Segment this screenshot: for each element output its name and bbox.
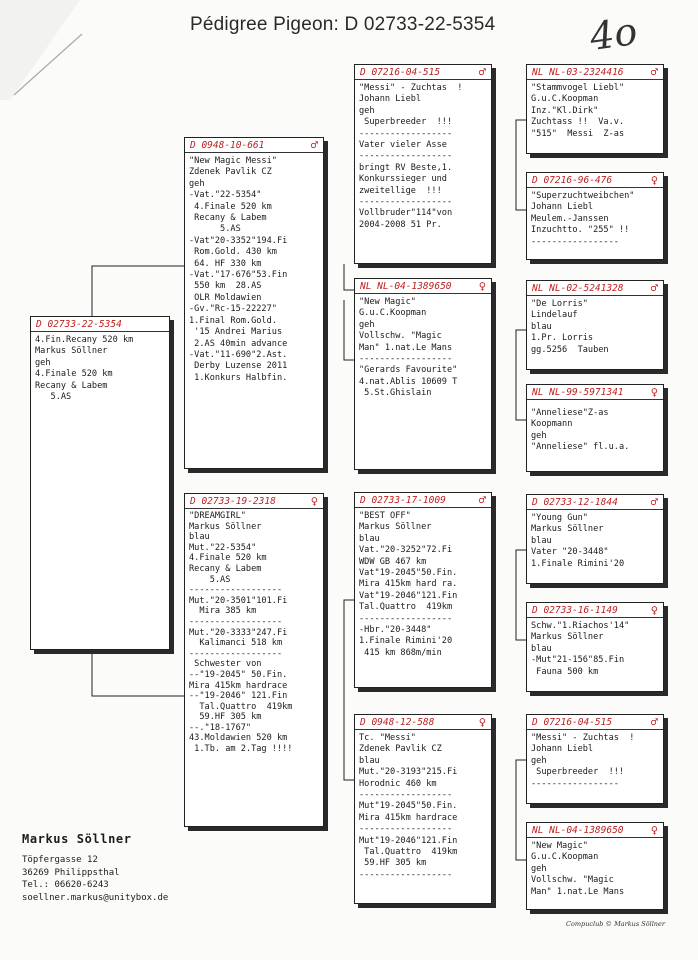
card-line: Inz."Kl.Dirk"	[531, 105, 599, 116]
card-line: Schw."1.Riachos'14"	[531, 621, 630, 631]
card-line: 5.AS	[35, 392, 72, 403]
card-body	[527, 188, 663, 251]
card-line: -Vat."22-5354"	[189, 190, 262, 201]
card-line: 59.HF 305 km	[359, 858, 427, 869]
card-line: geh	[35, 357, 51, 368]
card-line: 4.Fin.Recany 520 km	[35, 335, 134, 345]
card-body	[185, 153, 323, 387]
card-line: ------------------	[359, 824, 453, 835]
card-line: Mut"19-2045"50.Fin.	[359, 801, 458, 812]
card-line: Derby Luzense 2011	[189, 361, 288, 372]
card-line: Koopmann	[531, 419, 573, 430]
female-symbol: ♀	[478, 279, 486, 293]
card-line: "Anneliese"Z-as	[531, 408, 609, 418]
ring-number: D 02733-12-1844	[532, 496, 618, 508]
card-line: -Vat."17-676"53.Fin	[189, 270, 288, 281]
card-line: "DREAMGIRL"	[189, 511, 246, 521]
card-line: -Gv."Rc-15-22227"	[189, 304, 277, 315]
owner-name: Markus Söllner	[22, 832, 132, 846]
card-line: "Young Gun"	[531, 513, 588, 523]
pigeon-card-sdd	[526, 384, 664, 472]
card-line: Recany & Labem	[35, 380, 108, 391]
ring-number: D 02733-16-1149	[532, 604, 618, 616]
card-body	[527, 80, 663, 143]
card-line: Tal.Quattro 419km	[359, 602, 453, 613]
card-line: -----------------	[531, 778, 619, 789]
card-header	[527, 173, 663, 188]
card-line: ------------------	[189, 648, 283, 659]
pigeon-card-dam-sire	[354, 492, 492, 688]
card-line: 5.AS	[189, 574, 231, 585]
male-symbol: ♂	[478, 65, 486, 79]
card-header	[355, 279, 491, 294]
card-line: geh	[189, 178, 205, 189]
card-line: 1.Finale Rimini'20	[531, 558, 625, 569]
card-line: "BEST OFF"	[359, 511, 411, 521]
card-line: ------------------	[359, 354, 453, 365]
card-line: Man" 1.nat.Le Mans	[531, 886, 625, 897]
card-line: Superbreeder !!!	[359, 117, 453, 128]
card-body	[185, 509, 323, 758]
card-line: -Vat"20-3352"194.Fi	[189, 235, 288, 246]
card-line: Markus Söllner	[531, 524, 604, 535]
card-line: "Gerards Favourite"	[359, 365, 458, 376]
card-line: 2004-2008 51 Pr.	[359, 219, 442, 230]
card-body	[527, 400, 663, 457]
card-line: '15 Andrei Marius	[189, 327, 283, 338]
card-line: 1.Final Rom.Gold.	[189, 315, 277, 326]
card-body	[527, 510, 663, 573]
card-line: 4.Finale 520 km	[35, 369, 113, 380]
card-line: Johann Liebl	[531, 744, 594, 755]
card-line: geh	[359, 105, 375, 116]
card-line: 43.Moldawien 520 km	[189, 733, 288, 744]
card-line: Vater "20-3448"	[531, 547, 609, 558]
ring-number: NL NL-03-2324416	[532, 66, 624, 78]
card-line: blau	[531, 535, 552, 546]
pigeon-card-dam	[184, 493, 324, 827]
card-line: geh	[359, 319, 375, 330]
card-line: "New Magic Messi"	[189, 156, 277, 166]
card-line: 415 km 868m/min	[359, 647, 442, 658]
card-line: G.u.C.Koopman	[531, 94, 599, 105]
card-line: "Messi" - Zuchtas !	[359, 83, 463, 93]
card-body	[527, 618, 663, 681]
card-line: ------------------	[359, 869, 453, 880]
card-line: blau	[531, 643, 552, 654]
female-symbol: ♀	[650, 603, 658, 617]
card-line: WDW GB 467 km	[359, 556, 427, 567]
card-line: blau	[531, 321, 552, 332]
card-line: Zdenek Pavlik CZ	[189, 167, 272, 178]
ring-number: D 02733-17-1009	[360, 494, 446, 506]
card-line: -Mut"21-156"85.Fin	[531, 655, 625, 666]
card-body	[527, 296, 663, 359]
card-line: geh	[531, 863, 547, 874]
card-header	[527, 715, 663, 730]
pigeon-card-dsd	[526, 602, 664, 692]
card-line: Zdenek Pavlik CZ	[359, 744, 442, 755]
card-body	[355, 294, 491, 403]
card-line: Mut."20-3501"101.Fi	[189, 595, 288, 606]
card-line: 1.Tb. am 2.Tag !!!!	[189, 744, 293, 755]
card-line: 4.Finale 520 km	[189, 553, 267, 564]
card-line: 1.Pr. Lorris	[531, 333, 594, 344]
card-line: ------------------	[359, 128, 453, 139]
pigeon-card-sds	[526, 280, 664, 370]
pigeon-card-ddd	[526, 822, 664, 910]
card-header	[185, 138, 323, 153]
card-line: 5.St.Ghislain	[359, 388, 432, 399]
card-line: G.u.C.Koopman	[359, 308, 427, 319]
card-header	[355, 493, 491, 508]
card-line: Zuchtass !! Va.v.	[531, 117, 625, 128]
card-line: Meulem.-Janssen	[531, 213, 609, 224]
card-line: Tc. "Messi"	[359, 733, 416, 743]
card-line: geh	[531, 430, 547, 441]
card-line: Mut"19-2046"121.Fin	[359, 835, 458, 846]
card-line: "De Lorris"	[531, 299, 588, 309]
card-header	[31, 317, 169, 332]
card-body	[527, 838, 663, 901]
card-line: Rom.Gold. 430 km	[189, 247, 277, 258]
card-line: 4.nat.Ablis 10609 T	[359, 376, 458, 387]
card-line: 1.Finale Rimini'20	[359, 636, 453, 647]
card-line: "Superzuchtweibchen"	[531, 191, 635, 201]
card-line: Vat"19-2045"50.Fin.	[359, 568, 458, 579]
owner-street: Töpfergasse 12	[22, 855, 98, 865]
card-line: Recany & Labem	[189, 213, 267, 224]
ring-number: NL NL-04-1389650	[532, 824, 624, 836]
card-line: blau	[189, 532, 210, 543]
owner-city: 36269 Philippsthal	[22, 867, 120, 878]
card-line: Konkurssieger und	[359, 174, 447, 185]
card-line: Vat."20-3252"72.Fi	[359, 545, 453, 556]
card-line: --."18-1767"	[189, 722, 252, 733]
card-line: ------------------	[359, 613, 453, 624]
card-line: Kalimanci 518 km	[189, 638, 283, 649]
male-symbol: ♂	[650, 65, 658, 79]
male-symbol: ♂	[650, 715, 658, 729]
card-line: zweitellige !!!	[359, 185, 442, 196]
card-line: Mira 415km hard ra.	[359, 579, 458, 590]
card-line: Schwester von	[189, 659, 262, 670]
card-line: -----------------	[531, 236, 619, 247]
card-line: Johann Liebl	[359, 94, 422, 105]
card-line: -Vat."11-690"2.Ast.	[189, 349, 288, 360]
card-line: bringt RV Beste,1.	[359, 162, 453, 173]
handwritten-page-number: 4o	[587, 8, 640, 60]
card-line: ------------------	[359, 151, 453, 162]
card-line: Mira 415km hardrace	[189, 680, 288, 691]
female-symbol: ♀	[650, 173, 658, 187]
pigeon-card-ssd	[526, 172, 664, 260]
card-line: "Anneliese" fl.u.a.	[531, 442, 630, 453]
male-symbol: ♂	[310, 138, 318, 152]
card-line: 5.AS	[189, 224, 241, 235]
male-symbol: ♂	[650, 495, 658, 509]
ring-number: NL NL-04-1389650	[360, 280, 452, 292]
card-header	[527, 603, 663, 618]
card-line: 1.Konkurs Halbfin.	[189, 372, 288, 383]
card-body	[355, 730, 491, 884]
male-symbol: ♂	[650, 281, 658, 295]
card-line: Markus Söllner	[359, 522, 432, 533]
card-line: 2.AS 40min advance	[189, 338, 288, 349]
ring-number: D 07216-04-515	[532, 716, 613, 728]
pigeon-card-sire-dam	[354, 278, 492, 470]
pigeon-card-dds	[526, 714, 664, 804]
card-line: Vollbruder"114"von	[359, 208, 453, 219]
card-line: G.u.C.Koopman	[531, 852, 599, 863]
female-symbol: ♀	[478, 715, 486, 729]
pigeon-card-subject	[30, 316, 170, 650]
card-line: ------------------	[189, 585, 283, 596]
card-header	[527, 495, 663, 510]
card-line: --"19-2046" 121.Fin	[189, 691, 288, 702]
card-line: 550 km 28.AS	[189, 281, 262, 292]
card-line: Mut."20-3193"215.Fi	[359, 767, 458, 778]
card-line: Johann Liebl	[531, 202, 594, 213]
card-line: Markus Söllner	[531, 632, 604, 643]
pedigree-title: Pédigree Pigeon: D 02733-22-5354	[190, 14, 496, 35]
ring-number: D 02733-19-2318	[190, 495, 276, 507]
ring-number: D 02733-22-5354	[36, 318, 122, 330]
card-line: Markus Söllner	[189, 521, 262, 532]
card-line: Mut."20-3333"247.Fi	[189, 627, 288, 638]
card-header	[527, 65, 663, 80]
card-line: "Stammvogel Liebl"	[531, 83, 625, 93]
card-line: --"19-2045" 50.Fin.	[189, 669, 288, 680]
card-header	[527, 385, 663, 400]
card-line: Man" 1.nat.Le Mans	[359, 342, 453, 353]
card-header	[527, 823, 663, 838]
ring-number: D 07216-96-476	[532, 174, 613, 186]
card-line: Markus Söllner	[35, 346, 108, 357]
card-body	[355, 80, 491, 234]
card-line: "New Magic"	[531, 841, 588, 851]
ring-number: D 0948-12-588	[360, 716, 435, 728]
female-symbol: ♀	[650, 823, 658, 837]
card-line: Vollschw. "Magic	[531, 875, 614, 886]
card-line: "515" Messi Z-as	[531, 128, 625, 139]
card-line: Lindelauf	[531, 310, 578, 321]
card-line: 64. HF 330 km	[189, 258, 262, 269]
card-line: blau	[359, 533, 380, 544]
card-line: Mira 385 km	[189, 606, 257, 617]
card-body	[355, 508, 491, 662]
card-line: Vater vieler Asse	[359, 140, 447, 151]
card-header	[355, 65, 491, 80]
ring-number: NL NL-99-5971341	[532, 386, 624, 398]
pigeon-card-dss	[526, 494, 664, 584]
card-header	[527, 281, 663, 296]
ring-number: D 07216-04-515	[360, 66, 441, 78]
card-line: Horodnic 460 km	[359, 778, 437, 789]
card-line: Mira 415km hardrace	[359, 812, 458, 823]
card-line: blau	[359, 755, 380, 766]
ring-number: D 0948-10-661	[190, 139, 265, 151]
pigeon-card-sss	[526, 64, 664, 154]
card-line: Vat"19-2046"121.Fin	[359, 590, 458, 601]
ring-number: NL NL-02-5241328	[532, 282, 624, 294]
card-line: ------------------	[189, 616, 283, 627]
card-line: Fauna 500 km	[531, 666, 599, 677]
owner-address-block	[22, 832, 168, 904]
card-line: Tal.Quattro 419km	[359, 847, 458, 858]
pigeon-card-sire	[184, 137, 324, 469]
card-line: "Messi" - Zuchtas !	[531, 733, 635, 743]
card-line: Recany & Labem	[189, 563, 262, 574]
card-line: ------------------	[359, 197, 453, 208]
card-line: Inzuchtto. "255" !!	[531, 225, 630, 236]
card-line: gg.5256 Tauben	[531, 344, 609, 355]
card-line: Mut."22-5354"	[189, 542, 257, 553]
footer-credit: Compuclub © Markus Söllner	[566, 920, 665, 928]
owner-email[interactable]: soellner.markus@unitybox.de	[22, 892, 169, 903]
card-line: -Hbr."20-3448"	[359, 625, 432, 636]
card-line: Tal.Quattro 419km	[189, 701, 293, 712]
female-symbol: ♀	[310, 494, 318, 508]
card-line: geh	[531, 755, 547, 766]
card-body	[527, 730, 663, 793]
pigeon-card-sire-sire	[354, 64, 492, 264]
card-line: Vollschw. "Magic	[359, 331, 442, 342]
owner-phone: Tel.: 06620-6243	[22, 880, 109, 891]
female-symbol: ♀	[650, 385, 658, 399]
card-line: 4.Finale 520 km	[189, 201, 272, 212]
card-line: Superbreeder !!!	[531, 767, 625, 778]
card-line: OLR Moldawien	[189, 292, 262, 303]
card-line: 59.HF 305 km	[189, 712, 262, 723]
card-header	[185, 494, 323, 509]
male-symbol: ♂	[478, 493, 486, 507]
card-header	[355, 715, 491, 730]
card-line: "New Magic"	[359, 297, 416, 307]
pigeon-card-dam-dam	[354, 714, 492, 904]
card-line: ------------------	[359, 790, 453, 801]
card-body	[31, 332, 169, 406]
